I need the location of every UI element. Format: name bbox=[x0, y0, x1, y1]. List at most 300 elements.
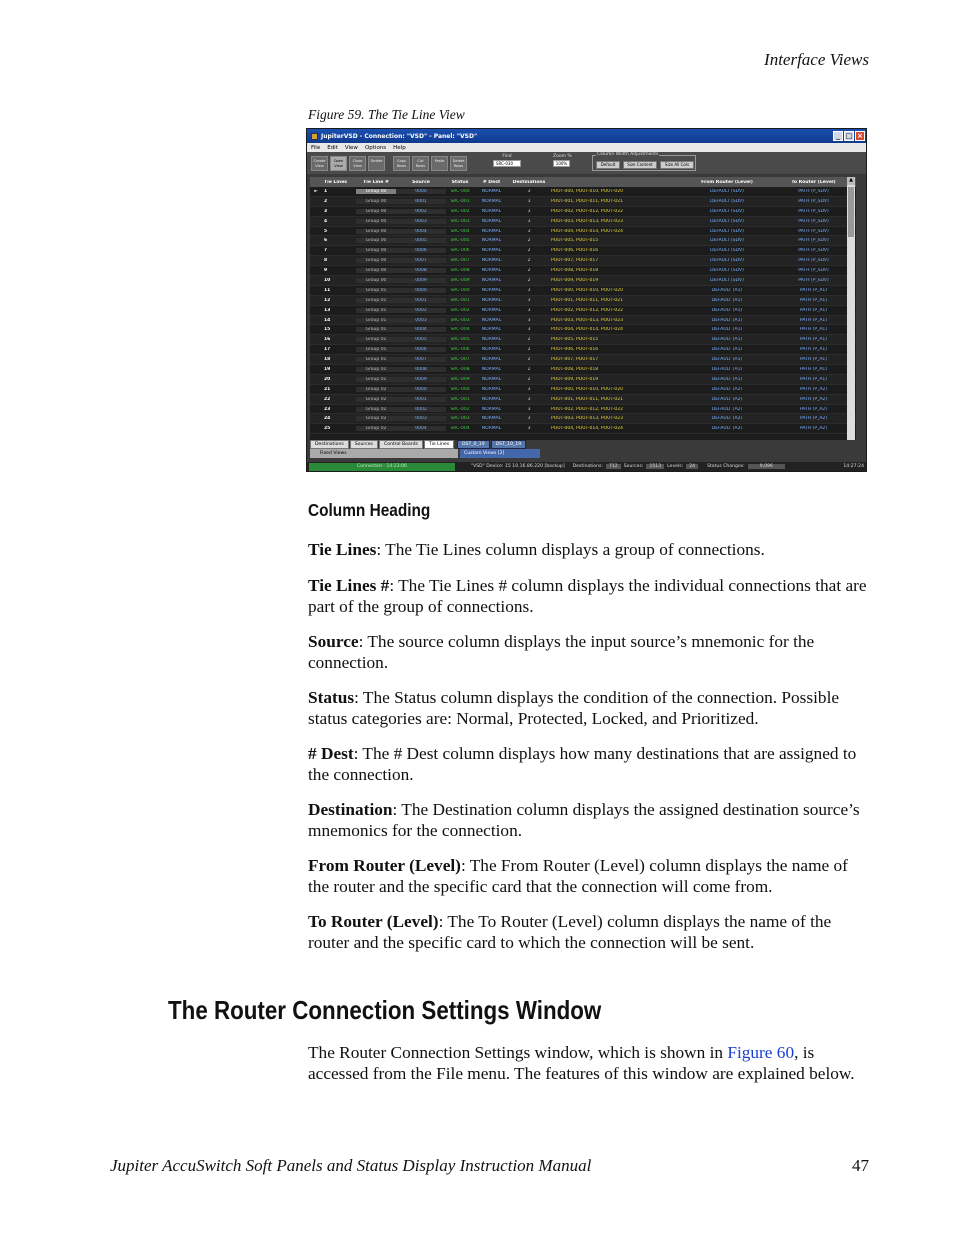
toolbar-button-label: Delete bbox=[370, 158, 383, 163]
table-cell: NORMAL bbox=[481, 376, 502, 382]
table-cell: PATH (P_SDV) bbox=[798, 248, 829, 254]
table-cell: NORMAL bbox=[481, 416, 502, 422]
table-cell: PATH (P_SDV) bbox=[798, 258, 829, 264]
table-cell: 3 bbox=[324, 208, 328, 214]
toolbar-button-label: Close bbox=[352, 158, 363, 163]
table-cell: NORMAL bbox=[481, 357, 502, 363]
table-cell: DEFAULT (A1) bbox=[711, 357, 743, 363]
definition-term: From Router (Level) bbox=[308, 856, 461, 875]
table-cell: Group 00 bbox=[356, 248, 396, 253]
maximize-icon[interactable]: □ bbox=[845, 132, 853, 140]
table-cell: 0008 bbox=[396, 367, 446, 372]
scroll-thumb[interactable] bbox=[848, 187, 854, 237]
table-cell: 0000 bbox=[396, 288, 446, 293]
table-cell: PATH (P_A1) bbox=[799, 287, 828, 293]
toolbar-button-5[interactable] bbox=[412, 156, 429, 171]
table-cell: Group 01 bbox=[356, 308, 396, 313]
toolbar-button-2[interactable] bbox=[349, 156, 366, 171]
table-cell: 23 bbox=[324, 406, 331, 412]
definition-term: Source bbox=[308, 632, 359, 651]
table-cell: POUT-000, POUT-010, POUT-020 bbox=[551, 386, 624, 392]
toolbar-button-label: Create bbox=[313, 158, 326, 163]
table-cell: 0007 bbox=[396, 258, 446, 263]
table-cell: SRC-003 bbox=[450, 218, 470, 224]
table-cell: NORMAL bbox=[481, 366, 502, 372]
table-row[interactable] bbox=[310, 217, 856, 227]
table-cell: NORMAL bbox=[481, 238, 502, 244]
table-cell: 0009 bbox=[396, 278, 446, 283]
table-cell: 2 bbox=[527, 277, 531, 283]
table-cell: Group 00 bbox=[356, 219, 396, 224]
table-cell: SRC-004 bbox=[450, 426, 470, 432]
table-cell: 0001 bbox=[396, 397, 446, 402]
running-head: Interface Views bbox=[764, 50, 869, 69]
table-cell: 13 bbox=[324, 307, 331, 313]
table-cell: SRC-002 bbox=[450, 406, 470, 412]
tab-sources[interactable]: Sources bbox=[350, 440, 378, 449]
device-info: "VSD" Device: 15 10.16.86.220 [backup] bbox=[471, 464, 565, 469]
table-cell: DEFAULT (A1) bbox=[711, 327, 743, 333]
table-row[interactable] bbox=[310, 246, 856, 256]
column-header[interactable]: # Dest bbox=[482, 179, 501, 185]
column-header[interactable]: Status bbox=[451, 179, 469, 185]
table-cell: PATH (P_SDV) bbox=[798, 208, 829, 214]
menu-edit[interactable]: Edit bbox=[327, 144, 338, 151]
connection-status: Connected - 14:23:06 bbox=[309, 463, 455, 471]
minimize-icon[interactable]: _ bbox=[833, 131, 843, 141]
table-cell: 0002 bbox=[396, 308, 446, 313]
table-cell: PATH (P_SDV) bbox=[798, 218, 829, 224]
table-cell: DEFAULT (SDV) bbox=[710, 198, 744, 204]
table-cell: NORMAL bbox=[481, 287, 502, 293]
zoom-box bbox=[553, 154, 572, 167]
table-cell: POUT-002, POUT-012, POUT-022 bbox=[551, 406, 624, 412]
table-cell: SRC-000 bbox=[450, 386, 470, 392]
size-content-button[interactable]: Size Content bbox=[623, 161, 657, 169]
definition-term: Tie Lines # bbox=[308, 576, 390, 595]
table-cell: DEFAULT (SDV) bbox=[710, 258, 744, 264]
table-cell: PATH (P_A2) bbox=[799, 396, 828, 402]
table-cell: 0001 bbox=[396, 298, 446, 303]
table-cell: NORMAL bbox=[481, 386, 502, 392]
table-cell: DEFAULT (SDV) bbox=[710, 268, 744, 274]
table-cell: PATH (P_A1) bbox=[799, 347, 828, 353]
levels-count: 24 bbox=[686, 464, 698, 469]
table-cell: 14 bbox=[324, 317, 331, 323]
scroll-up-icon[interactable]: ▲ bbox=[847, 177, 855, 185]
table-cell: POUT-008, POUT-018 bbox=[551, 268, 599, 274]
table-cell: POUT-004, POUT-014, POUT-024 bbox=[551, 426, 624, 432]
table-cell: SRC-002 bbox=[450, 307, 470, 313]
table-cell: 3 bbox=[527, 307, 531, 313]
table-cell: SRC-006 bbox=[450, 248, 470, 254]
table-cell: Group 02 bbox=[356, 387, 396, 392]
table-cell: 3 bbox=[527, 416, 531, 422]
table-cell: SRC-009 bbox=[450, 376, 470, 382]
table-cell: 12 bbox=[324, 297, 331, 303]
window-title: JupiterVSD - Connection: "VSD" - Panel: "VSD" bbox=[321, 132, 478, 140]
table-cell: POUT-009, POUT-019 bbox=[551, 376, 599, 382]
table-cell: SRC-007 bbox=[450, 258, 470, 264]
table-cell: PATH (P_A1) bbox=[799, 317, 828, 323]
table-row[interactable] bbox=[310, 405, 856, 415]
definition-term: To Router (Level) bbox=[308, 912, 439, 931]
table-cell: SRC-006 bbox=[450, 347, 470, 353]
table-cell: 0009 bbox=[396, 377, 446, 382]
table-cell: NORMAL bbox=[481, 327, 502, 333]
tie-line-view-screenshot bbox=[306, 128, 867, 472]
table-cell: PATH (P_A1) bbox=[799, 337, 828, 343]
close-icon[interactable]: × bbox=[855, 131, 865, 141]
table-cell: 3 bbox=[527, 327, 531, 333]
toolbar-button-sublabel: Rows bbox=[396, 163, 407, 168]
column-header[interactable]: Destinations bbox=[512, 179, 546, 185]
table-cell: 2 bbox=[527, 258, 531, 264]
table-cell: PATH (P_SDV) bbox=[798, 268, 829, 274]
table-row[interactable] bbox=[310, 345, 856, 355]
table-cell: POUT-004, POUT-014, POUT-024 bbox=[551, 228, 624, 234]
destinations-label: Destinations: bbox=[572, 464, 603, 469]
figure-caption: Figure 59. The Tie Line View bbox=[308, 107, 465, 122]
figure-60-link[interactable]: Figure 60 bbox=[727, 1043, 795, 1062]
table-row[interactable] bbox=[310, 187, 856, 197]
table-cell: POUT-007, POUT-017 bbox=[551, 357, 599, 363]
table-row[interactable] bbox=[310, 306, 856, 316]
app-icon bbox=[311, 133, 318, 140]
table-row[interactable] bbox=[310, 316, 856, 326]
table-row[interactable] bbox=[310, 236, 856, 246]
table-cell: Group 00 bbox=[356, 209, 396, 214]
table-cell: SRC-003 bbox=[450, 317, 470, 323]
table-cell: NORMAL bbox=[481, 347, 502, 353]
table-row[interactable] bbox=[310, 325, 856, 335]
table-cell: NORMAL bbox=[481, 208, 502, 214]
table-cell: POUT-001, POUT-011, POUT-021 bbox=[551, 396, 624, 402]
table-cell: DEFAULT (SDV) bbox=[710, 277, 744, 283]
default-width-button[interactable]: Default bbox=[596, 161, 620, 169]
table-cell: POUT-002, POUT-012, POUT-022 bbox=[551, 208, 624, 214]
table-cell: Group 01 bbox=[356, 337, 396, 342]
table-cell: DEFAULT (A1) bbox=[711, 347, 743, 353]
footer-title: Jupiter AccuSwitch Soft Panels and Status Display Instruction Manual bbox=[110, 1156, 592, 1175]
menu-file[interactable]: File bbox=[311, 144, 321, 151]
table-cell: Group 00 bbox=[356, 268, 396, 273]
table-cell: 11 bbox=[324, 287, 331, 293]
table-cell: 3 bbox=[527, 317, 531, 323]
router-section-paragraph bbox=[308, 1043, 873, 1084]
table-cell: POUT-005, POUT-015 bbox=[551, 337, 599, 343]
tab-control-boards[interactable]: Control Boards bbox=[379, 440, 423, 449]
table-row[interactable] bbox=[310, 256, 856, 266]
table-cell: NORMAL bbox=[481, 426, 502, 432]
table-cell: 10 bbox=[324, 277, 331, 283]
table-row[interactable] bbox=[310, 414, 856, 424]
toolbar-button-7[interactable] bbox=[450, 156, 467, 171]
table-cell: SRC-001 bbox=[450, 198, 470, 204]
table-cell: 2 bbox=[527, 248, 531, 254]
definition-term: Tie Lines bbox=[308, 540, 377, 559]
table-cell: 24 bbox=[324, 416, 331, 422]
table-cell: Group 00 bbox=[356, 189, 396, 194]
router-section-heading: The Router Connection Settings Window bbox=[168, 995, 602, 1025]
definition-text: : The Tie Lines # column displays the individual connections that are part of the group of connections. bbox=[308, 576, 867, 616]
table-cell: DEFAULT (A1) bbox=[711, 317, 743, 323]
definition-term: Status bbox=[308, 688, 355, 707]
table-cell: 4 bbox=[324, 218, 328, 224]
table-cell: Group 02 bbox=[356, 416, 396, 421]
definition-paragraph bbox=[308, 744, 873, 785]
table-cell: 21 bbox=[324, 386, 331, 392]
table-cell: SRC-004 bbox=[450, 327, 470, 333]
table-cell: DEFAULT (A1) bbox=[711, 337, 743, 343]
menubar bbox=[307, 143, 866, 152]
table-cell: POUT-003, POUT-013, POUT-023 bbox=[551, 416, 624, 422]
table-cell: 3 bbox=[527, 297, 531, 303]
table-cell: POUT-004, POUT-014, POUT-024 bbox=[551, 327, 624, 333]
table-cell: SRC-002 bbox=[450, 208, 470, 214]
table-cell: PATH (P_A2) bbox=[799, 426, 828, 432]
table-cell: 3 bbox=[527, 198, 531, 204]
table-cell: POUT-008, POUT-018 bbox=[551, 366, 599, 372]
table-cell: 0003 bbox=[396, 416, 446, 421]
table-cell: SRC-000 bbox=[450, 287, 470, 293]
column-header[interactable]: Tie Line # bbox=[363, 179, 389, 185]
zoom-input[interactable]: 100% bbox=[553, 160, 570, 167]
column-header[interactable]: From Router (Level) bbox=[701, 179, 753, 185]
table-row[interactable] bbox=[310, 276, 856, 286]
toolbar-button-1[interactable] bbox=[330, 156, 347, 171]
table-cell: 0002 bbox=[396, 209, 446, 214]
table-cell: 0004 bbox=[396, 327, 446, 332]
table-cell: PATH (P_SDV) bbox=[798, 228, 829, 234]
table-cell: DEFAULT (SDV) bbox=[710, 188, 744, 194]
table-cell: Group 00 bbox=[356, 229, 396, 234]
clock: 14:27:24 bbox=[843, 464, 864, 469]
column-width-label: Column Width Adjustments bbox=[597, 152, 659, 157]
table-cell: 3 bbox=[527, 218, 531, 224]
table-cell: Group 02 bbox=[356, 426, 396, 431]
vertical-scrollbar[interactable] bbox=[847, 177, 855, 440]
status-bar bbox=[307, 462, 867, 471]
table-cell: Group 01 bbox=[356, 327, 396, 332]
table-cell: DEFAULT (A1) bbox=[711, 366, 743, 372]
definition-paragraph bbox=[308, 800, 873, 841]
table-cell: DEFAULT (A1) bbox=[711, 297, 743, 303]
table-cell: PATH (P_A2) bbox=[799, 416, 828, 422]
row-pointer-icon: ► bbox=[314, 188, 318, 194]
table-row[interactable] bbox=[310, 286, 856, 296]
table-cell: NORMAL bbox=[481, 277, 502, 283]
table-cell: Group 01 bbox=[356, 357, 396, 362]
table-cell: DEFAULT (SDV) bbox=[710, 218, 744, 224]
table-cell: POUT-000, POUT-010, POUT-020 bbox=[551, 287, 624, 293]
table-cell: PATH (P_SDV) bbox=[798, 238, 829, 244]
table-cell: SRC-005 bbox=[450, 337, 470, 343]
table-cell: Group 01 bbox=[356, 318, 396, 323]
table-cell: 0000 bbox=[396, 189, 446, 194]
table-cell: DEFAULT (A2) bbox=[711, 406, 743, 412]
table-cell: PATH (P_A1) bbox=[799, 327, 828, 333]
table-row[interactable] bbox=[310, 266, 856, 276]
definition-term: Destination bbox=[308, 800, 393, 819]
find-input[interactable]: SRC-030 bbox=[493, 160, 521, 167]
table-cell: Group 00 bbox=[356, 238, 396, 243]
zoom-label: Zoom % bbox=[553, 154, 572, 159]
table-cell: NORMAL bbox=[481, 396, 502, 402]
table-cell: 3 bbox=[527, 426, 531, 432]
table-row[interactable] bbox=[310, 365, 856, 375]
menu-help[interactable]: Help bbox=[393, 144, 406, 151]
table-cell: Group 00 bbox=[356, 199, 396, 204]
table-cell: 3 bbox=[527, 396, 531, 402]
table-cell: DEFAULT (A1) bbox=[711, 287, 743, 293]
tab-destinations[interactable]: Destinations bbox=[310, 440, 349, 449]
table-cell: 0000 bbox=[396, 387, 446, 392]
table-cell: SRC-007 bbox=[450, 357, 470, 363]
table-cell: SRC-008 bbox=[450, 268, 470, 274]
table-cell: NORMAL bbox=[481, 248, 502, 254]
table-cell: DEFAULT (A1) bbox=[711, 376, 743, 382]
table-cell: 6 bbox=[324, 238, 328, 244]
table-cell: NORMAL bbox=[481, 198, 502, 204]
toolbar-button-6[interactable] bbox=[431, 156, 448, 171]
table-cell: PATH (P_A1) bbox=[799, 357, 828, 363]
custom-tab[interactable]: DST_10_19 bbox=[491, 440, 527, 449]
table-row[interactable] bbox=[310, 424, 856, 434]
table-cell: NORMAL bbox=[481, 218, 502, 224]
table-row[interactable] bbox=[310, 395, 856, 405]
definition-text: : The Tie Lines column displays a group of connections. bbox=[376, 540, 765, 559]
table-cell: NORMAL bbox=[481, 188, 502, 194]
table-cell: NORMAL bbox=[481, 228, 502, 234]
toolbar-button-0[interactable] bbox=[311, 156, 328, 171]
table-cell: PATH (P_A2) bbox=[799, 406, 828, 412]
table-cell: 0003 bbox=[396, 318, 446, 323]
toolbar-button-label: Paste bbox=[434, 158, 445, 163]
table-row[interactable] bbox=[310, 296, 856, 306]
toolbar-button-sublabel: Rows bbox=[415, 163, 426, 168]
table-cell: SRC-001 bbox=[450, 396, 470, 402]
router-text-before: The Router Connection Settings window, which is shown in bbox=[308, 1043, 728, 1062]
table-cell: SRC-005 bbox=[450, 238, 470, 244]
table-cell: 3 bbox=[527, 406, 531, 412]
table-cell: SRC-003 bbox=[450, 416, 470, 422]
toolbar-button-sublabel: View bbox=[315, 163, 324, 168]
window-titlebar bbox=[307, 129, 866, 143]
table-cell: Group 01 bbox=[356, 347, 396, 352]
table-cell: SRC-000 bbox=[450, 188, 470, 194]
table-cell: 0005 bbox=[396, 238, 446, 243]
menu-view[interactable]: View bbox=[344, 144, 358, 151]
toolbar-button-sublabel: Rows bbox=[453, 163, 464, 168]
definition-text: : The Destination column displays the assigned destination source’s mnemonics for the connection. bbox=[308, 800, 860, 840]
custom-tab[interactable]: DST_0_19 bbox=[457, 440, 490, 449]
table-cell: PATH (P_A1) bbox=[799, 366, 828, 372]
table-cell: Group 01 bbox=[356, 377, 396, 382]
definition-paragraph bbox=[308, 576, 873, 617]
table-cell: 9 bbox=[324, 268, 328, 274]
table-cell: PATH (P_SDV) bbox=[798, 277, 829, 283]
status-changes-label: Status Changes: bbox=[707, 464, 745, 469]
definition-paragraph bbox=[308, 856, 873, 897]
table-cell: DEFAULT (SDV) bbox=[710, 248, 744, 254]
table-cell: Group 01 bbox=[356, 298, 396, 303]
column-header[interactable]: Source bbox=[412, 179, 430, 185]
menu-options[interactable]: Options bbox=[364, 144, 387, 151]
table-cell: 19 bbox=[324, 366, 331, 372]
table-cell: POUT-003, POUT-013, POUT-023 bbox=[551, 317, 624, 323]
table-cell: 2 bbox=[324, 198, 328, 204]
toolbar-button-label: Copy bbox=[396, 158, 407, 163]
toolbar-button-sublabel: View bbox=[334, 163, 343, 168]
table-cell: POUT-001, POUT-011, POUT-021 bbox=[551, 297, 624, 303]
table-cell: 22 bbox=[324, 396, 331, 402]
toolbar-button-3[interactable] bbox=[368, 156, 385, 171]
table-cell: SRC-008 bbox=[450, 366, 470, 372]
definition-text: : The To Router (Level) column displays the name of the router and the specific card to which the connection will be sent. bbox=[308, 912, 832, 952]
table-row[interactable] bbox=[310, 197, 856, 207]
column-header[interactable]: To Router (Level) bbox=[791, 179, 836, 185]
table-row[interactable] bbox=[310, 335, 856, 345]
table-cell: 0004 bbox=[396, 229, 446, 234]
table-cell: 0007 bbox=[396, 357, 446, 362]
toolbar-button-4[interactable] bbox=[393, 156, 410, 171]
table-row[interactable] bbox=[310, 227, 856, 237]
table-cell: PATH (P_A1) bbox=[799, 376, 828, 382]
column-header[interactable]: Tie Lines bbox=[324, 179, 348, 185]
table-cell: DEFAULT (A2) bbox=[711, 416, 743, 422]
custom-views-tab[interactable]: Custom Views [2] bbox=[460, 449, 540, 458]
table-cell: 25 bbox=[324, 426, 331, 432]
table-cell: DEFAULT (A2) bbox=[711, 426, 743, 432]
toolbar-buttons bbox=[311, 156, 469, 171]
table-cell: 3 bbox=[527, 188, 531, 194]
toolbar bbox=[307, 152, 866, 174]
table-row[interactable] bbox=[310, 207, 856, 217]
table-cell: DEFAULT (SDV) bbox=[710, 208, 744, 214]
table-row[interactable] bbox=[310, 385, 856, 395]
table-cell: 0003 bbox=[396, 219, 446, 224]
table-row[interactable] bbox=[310, 375, 856, 385]
table-cell: POUT-006, POUT-016 bbox=[551, 248, 599, 254]
size-all-cols-button[interactable]: Size All Cols bbox=[660, 161, 694, 169]
table-cell: Group 01 bbox=[356, 288, 396, 293]
table-cell: 2 bbox=[527, 238, 531, 244]
table-cell: NORMAL bbox=[481, 406, 502, 412]
view-bar bbox=[310, 449, 856, 458]
definition-paragraph bbox=[308, 540, 873, 561]
definition-paragraph bbox=[308, 912, 873, 953]
table-header bbox=[310, 177, 856, 187]
table-cell: POUT-009, POUT-019 bbox=[551, 277, 599, 283]
table-cell: Group 00 bbox=[356, 258, 396, 263]
table-cell: 15 bbox=[324, 327, 331, 333]
table-cell: 0006 bbox=[396, 347, 446, 352]
tab-tie-lines[interactable]: Tie Lines bbox=[424, 440, 454, 449]
table-cell: SRC-009 bbox=[450, 277, 470, 283]
table-cell: 1 bbox=[324, 188, 328, 194]
toolbar-button-label: Open bbox=[333, 158, 344, 163]
table-cell: 2 bbox=[527, 337, 531, 343]
table-cell: POUT-006, POUT-016 bbox=[551, 347, 599, 353]
table-cell: 17 bbox=[324, 347, 331, 353]
column-heading-title: Column Heading bbox=[308, 500, 431, 520]
table-row[interactable] bbox=[310, 355, 856, 365]
table-cell: DEFAULT (SDV) bbox=[710, 238, 744, 244]
fixed-views-tab[interactable]: Fixed Views bbox=[310, 449, 458, 458]
table-cell: POUT-000, POUT-010, POUT-020 bbox=[551, 188, 624, 194]
router-text-after: , is accessed from the File menu. The features of this window are explained below. bbox=[308, 1043, 855, 1083]
